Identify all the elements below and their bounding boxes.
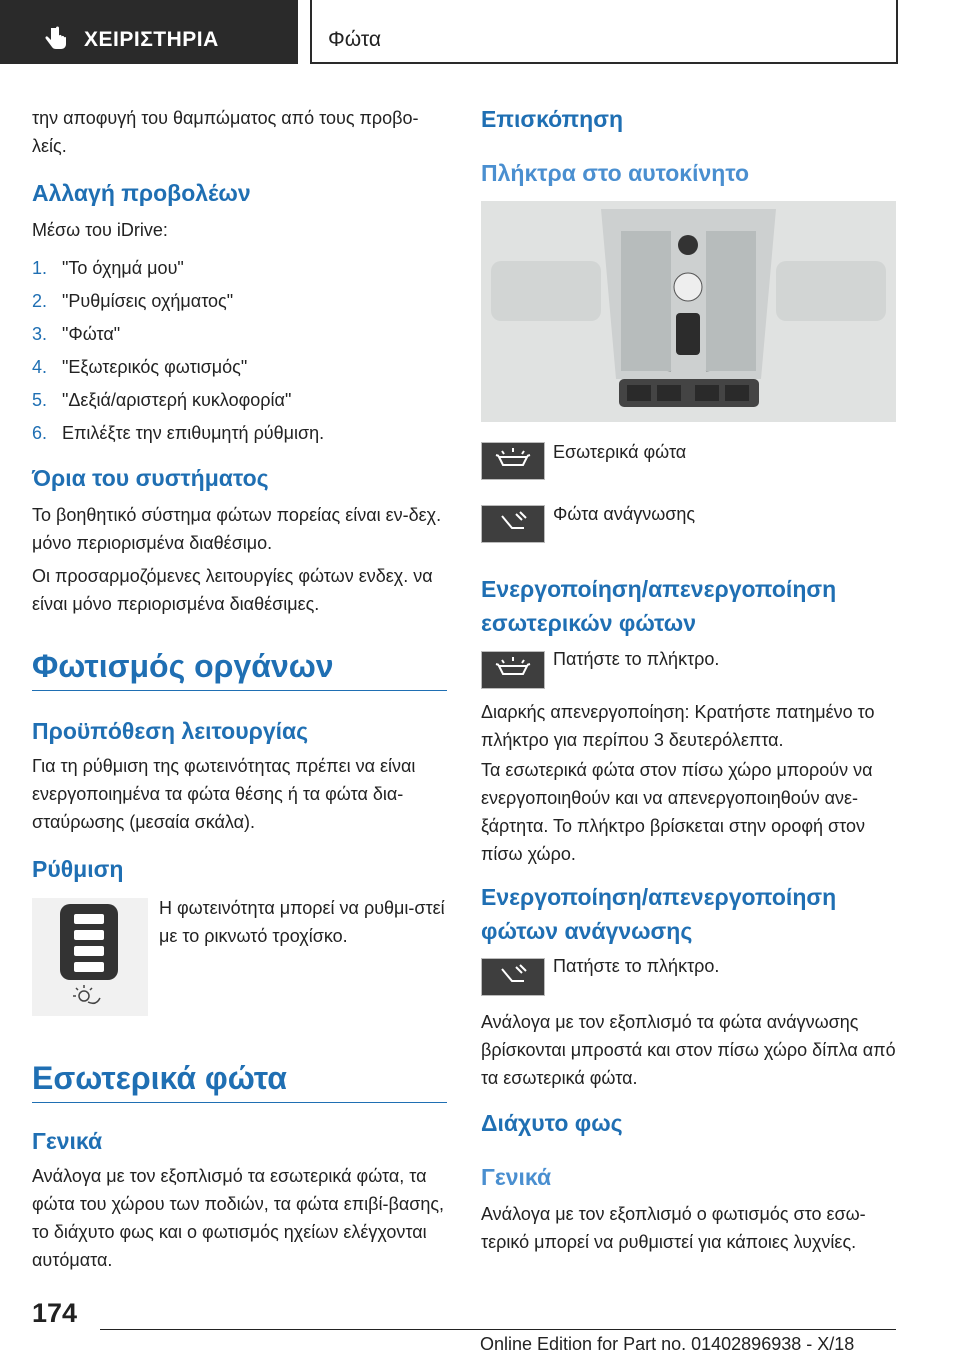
list-item: 5. "Δεξιά/αριστερή κυκλοφορία": [32, 390, 292, 410]
adjustment-text: Η φωτεινότητα μπορεί να ρυθμι-στεί με το ρικνωτό τροχίσκο.: [159, 898, 445, 946]
header-bar: [0, 0, 960, 66]
adjustment-heading: Ρύθμιση: [32, 856, 124, 882]
list-item: 2. "Ρυθμίσεις οχήματος": [32, 291, 234, 311]
chapter-tab[interactable]: [310, 0, 898, 64]
interior-light-key-icon: [481, 442, 545, 480]
prerequisite-text: Για τη ρύθμιση της φωτεινότητας πρέπει να είναι ενεργοποιημένα τα φώτα θέσης ή τα φώτα δια-σταύρωσης (μεσαία σκάλα).: [32, 756, 416, 832]
toggle-interior-heading: Ενεργοποίηση/απενεργοποίηση εσωτερικών φώτων: [481, 576, 837, 636]
list-item: 4. "Εξωτερικός φωτισμός": [32, 357, 248, 377]
reading-key-label: Φώτα ανάγνωσης: [553, 504, 696, 524]
steps-list: [32, 252, 447, 450]
page-number: 174: [32, 1298, 78, 1328]
overhead-console-icon: [481, 201, 896, 422]
buttons-heading: Πλήκτρα στο αυτοκίνητο: [481, 160, 750, 186]
reading-light-icon: [482, 959, 544, 995]
reading-light-icon: [482, 506, 544, 542]
dome-light-icon: [482, 443, 544, 479]
system-limits-heading: Όρια του συστήματος: [32, 465, 269, 491]
change-headlights-heading: Αλλαγή προβολέων: [32, 180, 251, 206]
roof-console-image: [481, 201, 896, 422]
press-key-text: Πατήστε το πλήκτρο.: [553, 649, 720, 669]
reading-light-key-icon: [481, 505, 545, 543]
toggle-reading-heading: Ενεργοποίηση/απενεργοποίηση φώτων ανάγνωσης: [481, 884, 837, 944]
section-tab[interactable]: [0, 0, 298, 64]
reading-lights-text: Ανάλογα με τον εξοπλισμό τα φώτα ανάγνωσης βρίσκονται μπροστά και στον πίσω χώρο δίπλα από τα εσωτερικά φώτα.: [481, 1012, 896, 1088]
footer-rule: [100, 1329, 896, 1330]
list-item: 1. "Το όχημά μου": [32, 258, 184, 278]
ambient-text: Ανάλογα με τον εξοπλισμό ο φωτισμός στο εσω-τερικό μπορεί να ρυθμιστεί για κάποιες λυχνίες.: [481, 1204, 866, 1252]
dimmer-wheel-image: [32, 898, 148, 1016]
permanent-off-text: Διαρκής απενεργοποίηση: Κρατήστε πατημένο το πλήκτρο για περίπου 3 δευτερόλεπτα.: [481, 702, 875, 750]
interior-key-label: Εσωτερικά φώτα: [553, 442, 687, 462]
idrive-label: Μέσω του iDrive:: [32, 220, 168, 240]
ambient-light-heading: Διάχυτο φως: [481, 1110, 623, 1136]
rear-lights-text: Τα εσωτερικά φώτα στον πίσω χώρο μπορούν να ενεργοποιηθούν και να απενεργοποιηθούν ανε-ξάρτητα. Το πλήκτρο βρίσκεται στην οροφή στον πίσω χώρο.: [481, 760, 873, 864]
instrument-lighting-heading: Φωτισμός οργάνων: [32, 648, 334, 684]
thumbwheel-icon: [32, 898, 148, 1016]
general-heading: Γενικά: [32, 1128, 103, 1154]
interior-lights-heading: Εσωτερικά φώτα: [32, 1060, 287, 1096]
section-rule: [32, 690, 447, 691]
interior-light-key-icon: [481, 651, 545, 689]
limits-paragraph-2: Οι προσαρμοζόμενες λειτουργίες φώτων ενδεχ. να είναι μόνο περιορισμένα διαθέσιμες.: [32, 566, 433, 614]
pointing-hand-icon: [42, 26, 70, 54]
list-item: 6. Επιλέξτε την επιθυμητή ρύθμιση.: [32, 423, 325, 443]
chapter-title: Φώτα: [328, 28, 381, 51]
reading-light-key-icon: [481, 958, 545, 996]
dome-light-icon: [482, 652, 544, 688]
ambient-general-heading: Γενικά: [481, 1164, 552, 1190]
overview-heading: Επισκόπηση: [481, 106, 623, 132]
section-title: ΧΕΙΡΙΣΤΗΡΙΑ: [84, 28, 219, 51]
press-key-text-2: Πατήστε το πλήκτρο.: [553, 956, 720, 976]
general-text: Ανάλογα με τον εξοπλισμό τα εσωτερικά φώτα, τα φώτα του χώρου των ποδιών, τα φώτα επιβί-βασης, το διάχυτο φως και ο φωτισμός ηχείων ελέγχονται αυτόματα.: [32, 1166, 445, 1270]
prerequisite-heading: Προϋπόθεση λειτουργίας: [32, 718, 309, 744]
intro-text: την αποφυγή του θαμπώματος από τους προβο-λείς.: [32, 108, 419, 156]
section-rule: [32, 1102, 447, 1103]
list-item: 3. "Φώτα": [32, 324, 121, 344]
edition-text: Online Edition for Part no. 01402896938 - X/18: [480, 1334, 855, 1354]
limits-paragraph-1: Το βοηθητικό σύστημα φώτων πορείας είναι εν-δεχ. μόνο περιορισμένα διαθέσιμο.: [32, 505, 442, 553]
